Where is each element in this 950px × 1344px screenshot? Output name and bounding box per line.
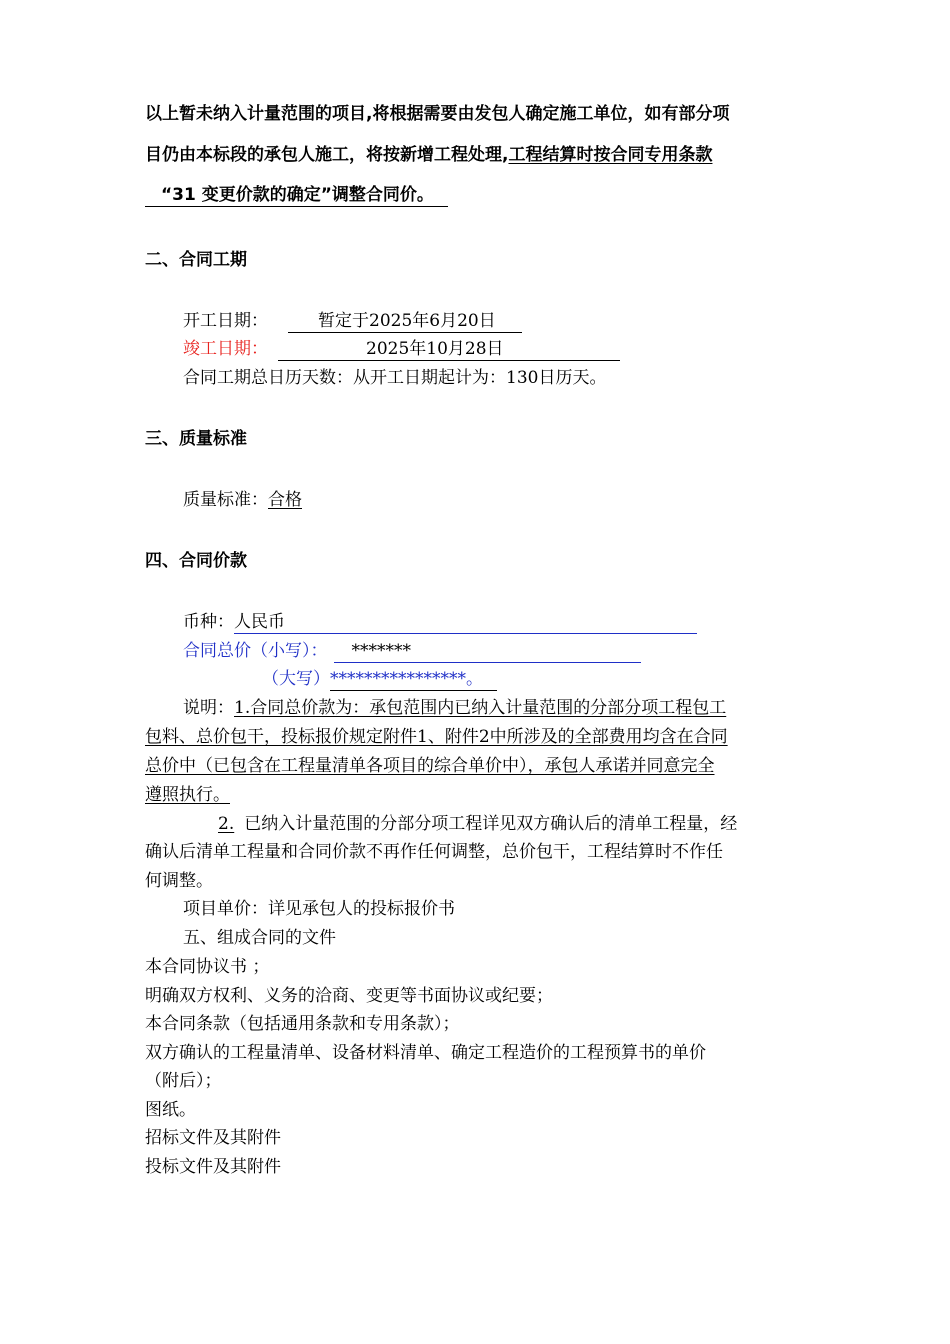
end-date-row bbox=[183, 337, 620, 361]
contract-doc-item: 双方确认的工程量清单、设备材料清单、确定工程造价的工程预算书的单价 bbox=[145, 1043, 706, 1063]
contract-doc-item: 图纸。 bbox=[145, 1100, 196, 1120]
note-1-line-1 bbox=[183, 696, 726, 720]
intro-line-2b: 工程结算时按合同专用条款 bbox=[508, 145, 713, 165]
contract-doc-item: 明确双方权利、义务的洽商、变更等书面协议或纪要； bbox=[145, 986, 553, 1006]
note-2-line-2: 确认后清单工程量和合同价款不再作任何调整，总价包干，工程结算时不作任 bbox=[145, 842, 723, 862]
contract-doc-item: 招标文件及其附件 bbox=[145, 1128, 281, 1148]
start-date-value: 暂定于2025年6月20日 bbox=[288, 310, 522, 333]
quality-value: 合格 bbox=[268, 490, 302, 510]
contract-doc-item: （附后）； bbox=[145, 1071, 222, 1091]
start-date-row bbox=[183, 309, 522, 333]
currency-value: 人民币 bbox=[234, 611, 697, 634]
intro-line-3 bbox=[145, 183, 448, 207]
note-1-line-3: 总价中（已包含在工程量清单各项目的综合单价中），承包人承诺并同意完全 bbox=[145, 756, 715, 776]
note-1-line-4: 遵照执行。 bbox=[145, 785, 230, 805]
contract-doc-item: 本合同协议书 ； bbox=[145, 957, 270, 977]
currency-label: 币种： bbox=[183, 612, 234, 632]
quality-label: 质量标准： bbox=[183, 490, 268, 510]
contract-doc-item: 投标文件及其附件 bbox=[145, 1157, 281, 1177]
contract-doc-item: 本合同条款（包括通用条款和专用条款）； bbox=[145, 1014, 460, 1034]
intro-line-3-text: “31 变更价款的确定”调整合同价。 bbox=[145, 184, 448, 207]
price-big-row bbox=[262, 667, 497, 691]
start-date-label: 开工日期： bbox=[183, 311, 268, 331]
note-2-line-1 bbox=[218, 812, 737, 836]
section-4-heading: 四、合同价款 bbox=[145, 551, 247, 571]
note-2-text-1: 已纳入计量范围的分部分项工程详见双方确认后的清单工程量，经 bbox=[244, 814, 738, 834]
price-small-value: ******* bbox=[334, 640, 642, 663]
currency-row bbox=[183, 610, 697, 634]
section-3-heading: 三、质量标准 bbox=[145, 429, 247, 449]
note-1-line-2: 包料、总价包干，投标报价规定附件1、附件2中所涉及的全部费用均含在合同 bbox=[145, 727, 728, 747]
note-prefix: 说明： bbox=[183, 698, 234, 718]
intro-line-2a: 目仍由本标段的承包人施工，将按新增工程处理, bbox=[145, 145, 509, 165]
section-2-heading: 二、合同工期 bbox=[145, 250, 247, 270]
note-2-line-3: 何调整。 bbox=[145, 871, 213, 891]
note-1-text-1: 1.合同总价款为：承包范围内已纳入计量范围的分部分项工程包工 bbox=[234, 698, 727, 718]
price-small-row bbox=[183, 639, 641, 663]
price-small-label: 合同总价（小写）： bbox=[183, 641, 328, 661]
intro-line-2 bbox=[145, 143, 712, 167]
price-big-value: ****************。 bbox=[330, 668, 497, 691]
price-big-label: （大写） bbox=[262, 669, 330, 689]
end-date-value: 2025年10月28日 bbox=[278, 338, 620, 361]
quality-row bbox=[183, 488, 302, 512]
intro-line-1: 以上暂未纳入计量范围的项目,将根据需要由发包人确定施工单位，如有部分项 bbox=[145, 104, 730, 124]
end-date-label: 竣工日期： bbox=[183, 339, 268, 359]
total-duration: 合同工期总日历天数：从开工日期起计为：130日历天。 bbox=[183, 368, 607, 388]
unit-price: 项目单价：详见承包人的投标报价书 bbox=[183, 899, 455, 919]
section-5-heading: 五、组成合同的文件 bbox=[183, 928, 336, 948]
note-2-number: 2. bbox=[218, 814, 235, 834]
